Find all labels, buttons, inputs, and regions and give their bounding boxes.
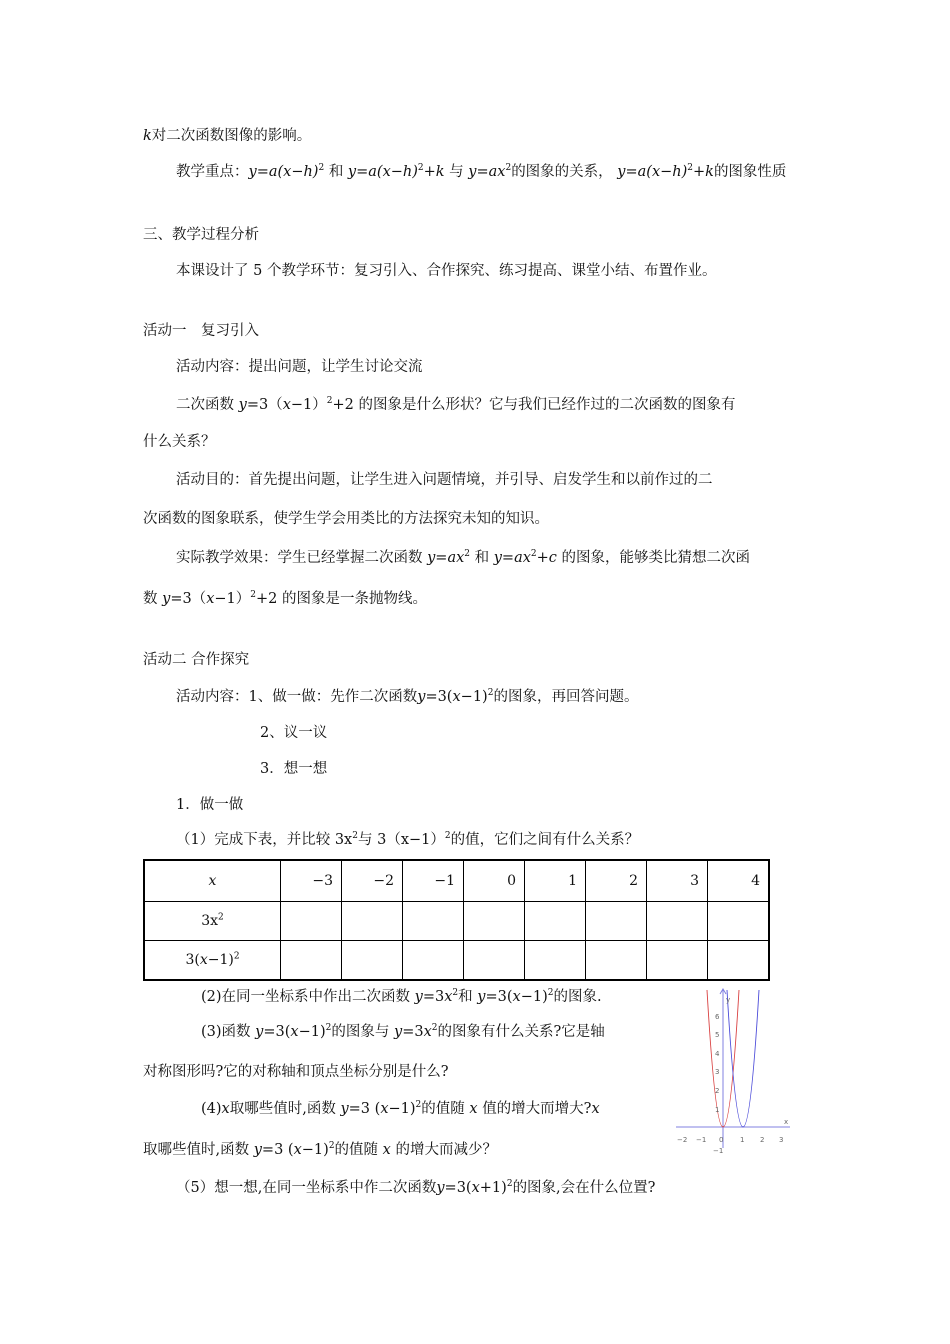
table-cell-empty[interactable] xyxy=(525,902,586,941)
x-axis-label: x xyxy=(784,1118,789,1126)
activity-1-content: 活动内容：提出问题，让学生讨论交流 xyxy=(176,359,423,375)
table-cell-empty[interactable] xyxy=(586,902,647,941)
table-cell-x: 3 xyxy=(647,860,708,902)
table-cell-x: 1 xyxy=(525,860,586,902)
goal-line1: 活动目的：首先提出问题，让学生进入问题情境，并引导、启发学生和以前作过的二 xyxy=(176,472,713,488)
activity-2-item-2: 2、议一议 xyxy=(260,725,328,741)
table-header-3x2: $3x^2$ xyxy=(144,902,281,941)
problem-1: （1）完成下表，并比较 $3x^2$与 $3(x-1)^2$的值，它们之间有什么关系？ xyxy=(176,831,640,848)
table-header-x: x xyxy=(144,860,281,902)
y-tick-label: −1 xyxy=(713,1147,724,1155)
table-cell-x: 2 xyxy=(586,860,647,902)
parabola-graph xyxy=(668,988,793,1156)
table-cell-x: 0 xyxy=(464,860,525,902)
table-cell-empty[interactable] xyxy=(708,941,770,981)
table-cell-empty[interactable] xyxy=(342,941,403,981)
question-1: 二次函数 $y=3(x-1)^2+2$ 的图象是什么形状？它与我们已经作过的二次函数的图象有 xyxy=(176,396,736,413)
activity-2-item-3: 3．想一想 xyxy=(260,761,328,777)
table-cell-x: −3 xyxy=(281,860,342,902)
text-line-intro: k对二次函数图像的影响。 xyxy=(143,128,312,144)
x-tick-label: −2 xyxy=(677,1136,688,1144)
question-1-line2: 什么关系？ xyxy=(143,434,216,450)
problem-4-line2: 取哪些值时,函数 y=3 $(x-1)^2$的值随 x 的增大而减少？ xyxy=(143,1141,497,1158)
x-tick-label: 2 xyxy=(760,1136,765,1144)
x-tick-label: 0 xyxy=(719,1136,724,1144)
table-cell-empty[interactable] xyxy=(342,902,403,941)
problem-5: （5）想一想,在同一坐标系中作二次函数$y=3(x+1)^2$的图象,会在什么位置? xyxy=(176,1179,656,1196)
table-cell-empty[interactable] xyxy=(281,902,342,941)
table-cell-empty[interactable] xyxy=(586,941,647,981)
table-cell-empty[interactable] xyxy=(464,902,525,941)
table-cell-empty[interactable] xyxy=(403,941,464,981)
problem-3: (3)函数 $y=3(x-1)^2$的图象与 $y=3x^2$的图象有什么关系?它是轴 xyxy=(201,1023,605,1040)
y-tick-label: 5 xyxy=(715,1031,720,1039)
y-axis-label: y xyxy=(726,996,731,1004)
x-tick-label: −1 xyxy=(696,1136,707,1144)
text-line-steps: 本课设计了 5 个教学环节：复习引入、合作探究、练习提高、课堂小结、布置作业。 xyxy=(176,263,717,279)
table-cell-x: −1 xyxy=(403,860,464,902)
problem-3-line2: 对称图形吗?它的对称轴和顶点坐标分别是什么? xyxy=(143,1064,449,1080)
goal-line2: 次函数的图象联系，使学生学会用类比的方法探究未知的知识。 xyxy=(143,511,549,527)
section-heading-3: 三、教学过程分析 xyxy=(143,227,259,243)
activity-1-heading: 活动一 复习引入 xyxy=(143,323,259,339)
table-cell-empty[interactable] xyxy=(464,941,525,981)
table-cell-empty[interactable] xyxy=(647,941,708,981)
x-tick-label: 3 xyxy=(779,1136,784,1144)
curve-3x-1-2 xyxy=(727,990,759,1127)
text-line-focus: 教学重点：$y=a(x-h)^2$ 和 $y=a(x-h)^2+k$ 与 $y=ax^2$的图象的关系， $y=a(x-h)^2+k$的图象性质 xyxy=(176,163,787,180)
table-cell-empty[interactable] xyxy=(525,941,586,981)
table-cell-empty[interactable] xyxy=(281,941,342,981)
problem-2: (2)在同一坐标系中作出二次函数 $y=3x^2$和 $y=3(x-1)^2$的图象. xyxy=(201,988,602,1005)
y-tick-label: 2 xyxy=(715,1087,720,1095)
effect-line1: 实际教学效果：学生已经掌握二次函数 $y=ax^2$ 和 $y=ax^2+c$ 的图象，能够类比猜想二次函 xyxy=(176,549,751,566)
table-cell-empty[interactable] xyxy=(708,902,770,941)
problem-4: (4)x取哪些值时,函数 y=3 $(x-1)^2$的值随 x 值的增大而增大?x xyxy=(201,1100,600,1117)
table-row-3x2 xyxy=(144,902,769,941)
table-header-3x-1-2: $3(x-1)^2$ xyxy=(144,941,281,981)
table-cell-x: 4 xyxy=(708,860,770,902)
effect-line2: 数 $y=3(x-1)^2+2$ 的图象是一条抛物线。 xyxy=(143,590,427,607)
table-row-3x-1-2 xyxy=(144,941,769,981)
y-tick-label: 3 xyxy=(715,1068,720,1076)
do-heading: 1．做一做 xyxy=(176,797,244,813)
y-tick-label: 1 xyxy=(715,1106,720,1114)
activity-2-heading: 活动二 合作探究 xyxy=(143,652,250,668)
value-table xyxy=(143,859,770,981)
y-tick-label: 4 xyxy=(715,1050,720,1058)
table-cell-empty[interactable] xyxy=(403,902,464,941)
table-cell-x: −2 xyxy=(342,860,403,902)
x-tick-label: 1 xyxy=(740,1136,745,1144)
y-tick-label: 6 xyxy=(715,1013,720,1021)
table-cell-empty[interactable] xyxy=(647,902,708,941)
table-row-x xyxy=(144,860,769,902)
activity-2-content: 活动内容：1、做一做：先作二次函数$y=3(x-1)^2$的图象，再回答问题。 xyxy=(176,688,639,705)
